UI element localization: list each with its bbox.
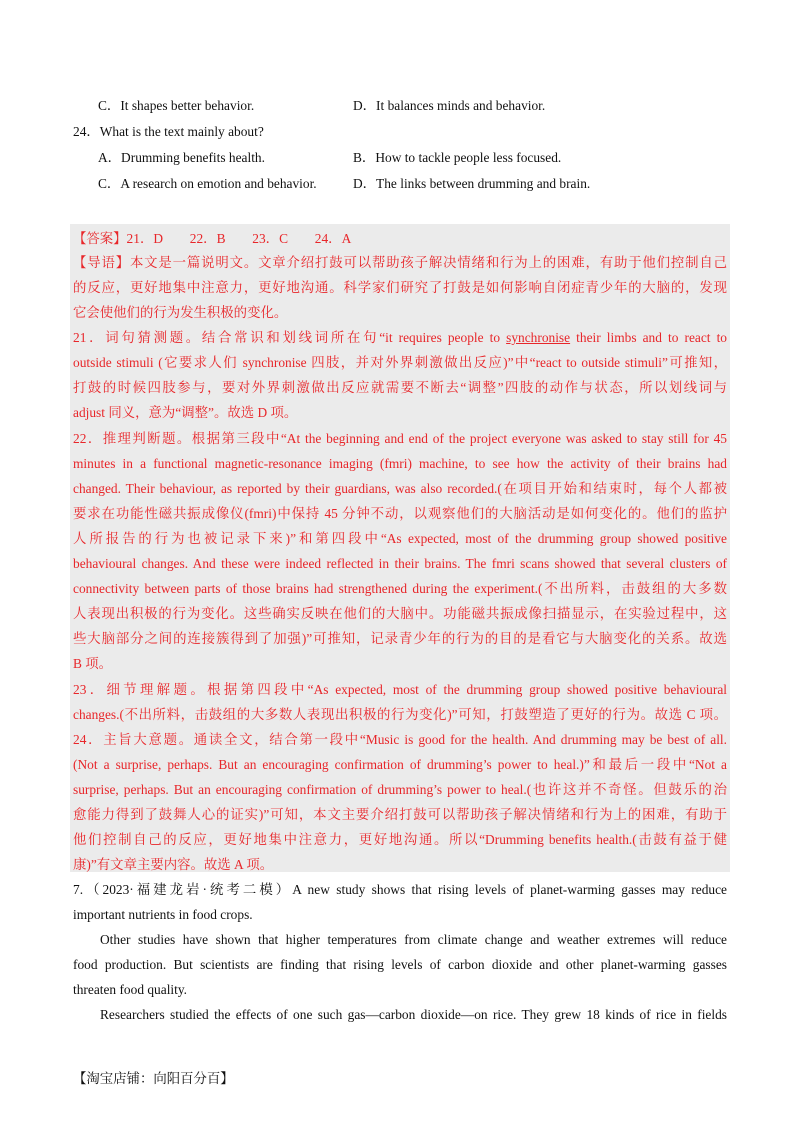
q22-explanation-line: 人表现出积极的行为变化。这些确实反映在他们的大脑中。功能磁共振成像扫描显示，在实验过程中，这 xyxy=(73,606,727,621)
q22-explanation-line: 人所报告的行为也被记录下来)”和第四段中“As expected, most of the drumming group showed positive xyxy=(73,531,727,546)
q23-explanation-line: 23．细节理解题。根据第四段中“As expected, most of the drumming group showed positive behavioural xyxy=(73,682,727,697)
q22-explanation-line: 些大脑部分之间的连接簇得到了加强)”可推知，记录青少年的行为的目的是看它与大脑变化的关系。故选 xyxy=(73,631,727,646)
q24-explanation-line: 他们控制自己的反应，更好地集中注意力，更好地沟通。所以“Drumming benefits health.(击鼓有益于健 xyxy=(73,832,727,847)
passage7-line: important nutrients in food crops. xyxy=(73,907,253,922)
guide-line: 的反应，更好地集中注意力，更好地沟通。科学家们研究了打鼓是如何影响自闭症青少年的大脑的，发现 xyxy=(73,280,727,295)
q22-explanation-line: 22．推理判断题。根据第三段中“At the beginning and end of the project everyone was asked to stay still for 45 xyxy=(73,431,727,446)
guide-line: 【导语】本文是一篇说明文。文章介绍打鼓可以帮助孩子解决情绪和行为上的困难，有助于他们控制自己 xyxy=(73,255,727,270)
q24-option-c: C．A research on emotion and behavior. xyxy=(98,176,317,191)
q22-explanation-line: behavioural changes. And these were indeed reflected in their brains. The fmri scans showed that several clusters of xyxy=(73,556,727,571)
q22-explanation-line: changed. Their behaviour, as reported by their guardians, was also recorded.(在项目开始和结束时，每个人都被 xyxy=(73,481,727,496)
q24-explanation-line: 愈能力得到了鼓舞人心的证实)”可知，本文主要介绍打鼓可以帮助孩子解决情绪和行为上的困难，有助于 xyxy=(73,807,727,822)
q24-option-a: A．Drumming benefits health. xyxy=(98,150,265,165)
answer-line: 【答案】21．D 22．B 23．C 24．A xyxy=(73,231,352,246)
q21-explanation-line xyxy=(73,325,727,350)
q23-option-d: D．It balances minds and behavior. xyxy=(353,98,546,113)
q24-stem: 24．What is the text mainly about? xyxy=(73,124,264,139)
passage7-line: food production. But scientists are finding that rising levels of carbon dioxide and other planet-warming gasses xyxy=(73,957,727,972)
footer-shop-label: 【淘宝店铺：向阳百分百】 xyxy=(73,1071,234,1086)
q21-text-before: 21．词句猜测题。结合常识和划线词所在句“it requires people to xyxy=(73,330,507,345)
q21-explanation-line: adjust 同义，意为“调整”。故选 D 项。 xyxy=(73,405,298,420)
passage7-line: Researchers studied the effects of one such gas—carbon dioxide—on rice. They grew 18 kinds of rice in fields xyxy=(100,1007,727,1022)
q22-explanation-line: connectivity between parts of those brains had strengthened during the experiment.(不出所料，击鼓组的大多数 xyxy=(73,581,727,596)
passage7-line: 7.（2023·福建龙岩·统考二模）A new study shows that rising levels of planet-warming gasses may reduce xyxy=(73,882,727,897)
q21-explanation-line: 打鼓的时候四肢参与，要对外界刺激做出反应就需要不断去“调整”四肢的动作与状态，所以划线词与 xyxy=(73,380,727,395)
q24-explanation-line: 康)”有文章主要内容。故选 A 项。 xyxy=(73,857,274,872)
q24-option-b: B．How to tackle people less focused. xyxy=(353,150,562,165)
q24-option-d: D．The links between drumming and brain. xyxy=(353,176,591,191)
q22-explanation-line: B 项。 xyxy=(73,656,113,671)
q22-explanation-line: minutes in a functional magnetic-resonance imaging (fmri) machine, to see how the activity of their brains had xyxy=(73,456,727,471)
q24-explanation-line: surprise, perhaps. But an encouraging confirmation of drumming’s power to heal.(也许这并不奇怪。但鼓乐的治 xyxy=(73,782,727,797)
underlined-word: synchronise xyxy=(506,330,571,345)
passage7-line: Other studies have shown that higher temperatures from climate change and weather extremes will reduce xyxy=(100,932,727,947)
q23-option-c: C．It shapes better behavior. xyxy=(98,98,255,113)
q21-text-after: their limbs and to react to xyxy=(570,330,728,345)
q23-explanation-line: changes.(不出所料，击鼓组的大多数人表现出积极的行为变化)”可知，打鼓塑造了更好的行为。故选 C 项。 xyxy=(73,707,727,722)
q21-explanation-line: outside stimuli (它要求人们 synchronise 四肢，并对外界刺激做出反应)”中“react to outside stimuli”可推知， xyxy=(73,355,727,370)
guide-line: 它会使他们的行为发生积极的变化。 xyxy=(73,305,288,320)
q22-explanation-line: 要求在功能性磁共振成像仪(fmri)中保持 45 分钟不动，以观察他们的大脑活动是如何变化的。他们的监护 xyxy=(73,506,727,521)
q24-explanation-line: 24．主旨大意题。通读全文，结合第一段中“Music is good for the health. And drumming may be best of all. xyxy=(73,732,727,747)
passage7-line: threaten food quality. xyxy=(73,982,188,997)
q24-explanation-line: (Not a surprise, perhaps. But an encouraging confirmation of drumming’s power to heal.)”和最后一段中“Not a xyxy=(73,757,727,772)
